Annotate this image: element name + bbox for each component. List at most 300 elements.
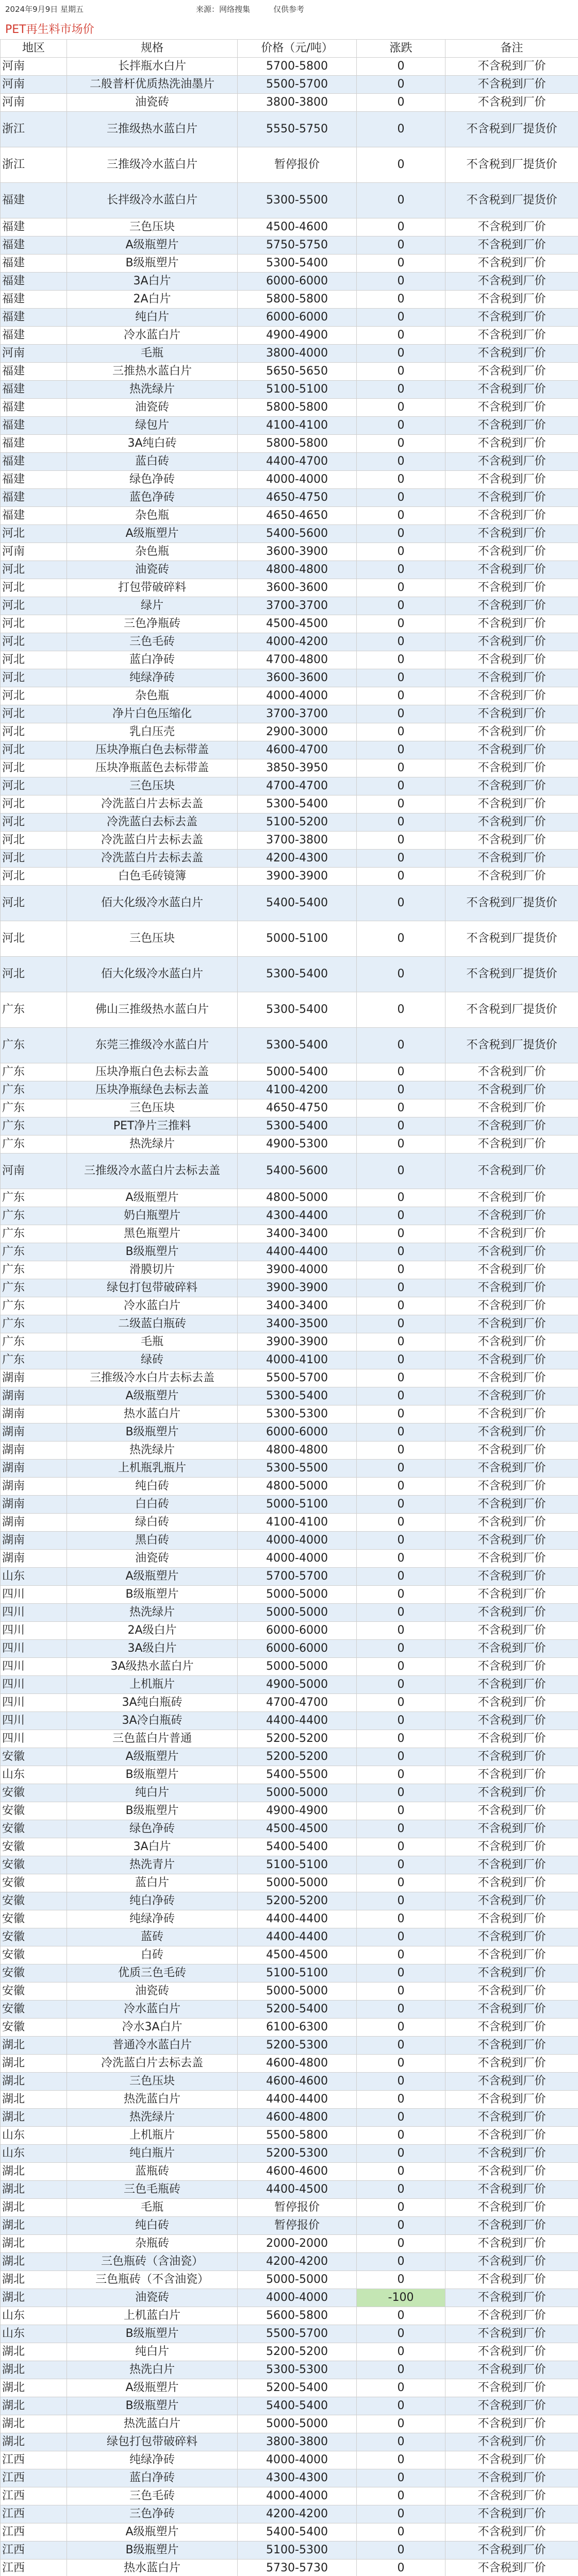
table-row (1, 1802, 578, 1820)
cell-remark: 不含税到厂价 (445, 1117, 578, 1136)
table-row (1, 1622, 578, 1640)
cell-price-range: 5400-5400 (238, 2397, 357, 2415)
cell-spec: 绿包打包带破碎料 (67, 2433, 238, 2451)
table-row (1, 886, 578, 921)
table-row (1, 2505, 578, 2523)
cell-spec: 奶白瓶塑片 (67, 1207, 238, 1225)
cell-remark: 不含税到厂价 (445, 579, 578, 597)
cell-change: 0 (357, 1748, 445, 1766)
cell-price-range: 4600-4600 (238, 2073, 357, 2091)
cell-remark: 不含税到厂价 (445, 795, 578, 814)
cell-remark: 不含税到厂价 (445, 1982, 578, 2001)
cell-change: 0 (357, 1261, 445, 1279)
cell-remark: 不含税到厂价 (445, 2073, 578, 2091)
table-row (1, 1028, 578, 1063)
table-row (1, 309, 578, 327)
cell-spec: 杂色瓶 (67, 507, 238, 525)
cell-remark: 不含税到厂价 (445, 1442, 578, 1460)
cell-remark: 不含税到厂价 (445, 1189, 578, 1207)
cell-price-range: 5300-5400 (238, 992, 357, 1028)
cell-spec: 三推级冷水蓝白片去标去盖 (67, 1154, 238, 1189)
cell-remark: 不含税到厂价 (445, 2541, 578, 2560)
cell-spec: 绿包打包带破碎料 (67, 1279, 238, 1297)
cell-change: 0 (357, 669, 445, 687)
table-row (1, 2361, 578, 2379)
cell-remark: 不含税到厂价 (445, 1568, 578, 1586)
cell-region: 广东 (1, 1063, 67, 1081)
cell-spec: 纯绿净砖 (67, 1910, 238, 1928)
table-row (1, 1081, 578, 1099)
table-row (1, 2451, 578, 2469)
cell-price-range: 4400-4400 (238, 1928, 357, 1946)
cell-region: 江西 (1, 2541, 67, 2560)
cell-remark: 不含税到厂价 (445, 2163, 578, 2181)
cell-region: 安徽 (1, 1874, 67, 1892)
cell-spec: 冷洗蓝白片去标去盖 (67, 850, 238, 868)
cell-region: 湖南 (1, 1460, 67, 1478)
cell-change: 0 (357, 1640, 445, 1658)
cell-price-range: 3800-4000 (238, 345, 357, 363)
table-row (1, 687, 578, 705)
cell-remark: 不含税到厂价 (445, 1369, 578, 1387)
cell-region: 安徽 (1, 1820, 67, 1838)
cell-change: 0 (357, 1189, 445, 1207)
cell-region: 湖北 (1, 2181, 67, 2199)
cell-region: 广东 (1, 1189, 67, 1207)
cell-remark: 不含税到厂价 (445, 2253, 578, 2271)
cell-remark: 不含税到厂价 (445, 1550, 578, 1568)
cell-spec: A级瓶塑片 (67, 236, 238, 255)
cell-remark: 不含税到厂价 (445, 868, 578, 886)
cell-region: 福建 (1, 399, 67, 417)
cell-spec: 上机蓝白片 (67, 2307, 238, 2325)
table-row (1, 1514, 578, 1532)
cell-price-range: 4400-4700 (238, 453, 357, 471)
cell-remark: 不含税到厂价 (445, 2091, 578, 2109)
cell-region: 四川 (1, 1730, 67, 1748)
table-row (1, 2037, 578, 2055)
cell-price-range: 5300-5500 (238, 1460, 357, 1478)
cell-change: 0 (357, 147, 445, 183)
table-row (1, 1405, 578, 1423)
cell-price-range: 4000-4000 (238, 687, 357, 705)
table-row (1, 1189, 578, 1207)
cell-price-range: 5000-5000 (238, 1982, 357, 2001)
cell-region: 河北 (1, 705, 67, 723)
cell-price-range: 3400-3400 (238, 1225, 357, 1243)
cell-region: 江西 (1, 2560, 67, 2576)
cell-region: 河北 (1, 814, 67, 832)
cell-spec: A级瓶塑片 (67, 1748, 238, 1766)
cell-price-range: 5500-5800 (238, 2127, 357, 2145)
cell-region: 湖南 (1, 1387, 67, 1405)
cell-remark: 不含税到厂价 (445, 2271, 578, 2289)
table-row (1, 1550, 578, 1568)
table-row (1, 2343, 578, 2361)
cell-remark: 不含税到厂价 (445, 2343, 578, 2361)
cell-region: 湖北 (1, 2361, 67, 2379)
cell-price-range: 5000-5000 (238, 1586, 357, 1604)
table-row (1, 2109, 578, 2127)
cell-change: 0 (357, 1351, 445, 1369)
cell-region: 湖北 (1, 2379, 67, 2397)
table-row (1, 507, 578, 525)
cell-remark: 不含税到厂价 (445, 1730, 578, 1748)
cell-region: 湖北 (1, 2397, 67, 2415)
cell-spec: B级瓶塑片 (67, 1243, 238, 1261)
cell-change: 0 (357, 507, 445, 525)
cell-region: 河北 (1, 651, 67, 669)
cell-change: 0 (357, 2109, 445, 2127)
table-row (1, 2253, 578, 2271)
cell-region: 湖南 (1, 1514, 67, 1532)
cell-spec: 蓝色净砖 (67, 489, 238, 507)
cell-price-range: 4650-4750 (238, 489, 357, 507)
cell-remark: 不含税到厂价 (445, 345, 578, 363)
cell-region: 河北 (1, 921, 67, 957)
cell-change: 0 (357, 1028, 445, 1063)
table-row (1, 723, 578, 741)
cell-region: 安徽 (1, 1910, 67, 1928)
cell-change: 0 (357, 992, 445, 1028)
cell-remark: 不含税到厂提货价 (445, 183, 578, 218)
cell-spec: 热洗绿片 (67, 1442, 238, 1460)
cell-change: 0 (357, 2397, 445, 2415)
column-header-price: 价格（元/吨） (238, 40, 357, 58)
table-row (1, 2379, 578, 2397)
cell-change: 0 (357, 2055, 445, 2073)
cell-region: 湖南 (1, 1478, 67, 1496)
cell-price-range: 4900-5300 (238, 1136, 357, 1154)
cell-region: 福建 (1, 435, 67, 453)
cell-remark: 不含税到厂价 (445, 1315, 578, 1333)
table-row (1, 1387, 578, 1405)
cell-spec: 打包带破碎料 (67, 579, 238, 597)
cell-remark: 不含税到厂价 (445, 2235, 578, 2253)
cell-change: 0 (357, 1297, 445, 1315)
cell-region: 湖南 (1, 1442, 67, 1460)
cell-region: 福建 (1, 218, 67, 236)
cell-remark: 不含税到厂提货价 (445, 147, 578, 183)
cell-change: 0 (357, 1514, 445, 1532)
cell-price-range: 3400-3500 (238, 1315, 357, 1333)
cell-region: 浙江 (1, 147, 67, 183)
cell-remark: 不含税到厂价 (445, 2469, 578, 2487)
cell-change: 0 (357, 453, 445, 471)
cell-region: 江西 (1, 2505, 67, 2523)
cell-price-range: 5200-5200 (238, 2343, 357, 2361)
cell-price-range: 4650-4650 (238, 507, 357, 525)
cell-region: 安徽 (1, 1838, 67, 1856)
cell-price-range: 4000-4200 (238, 633, 357, 651)
cell-change: 0 (357, 58, 445, 76)
cell-spec: 蓝白片 (67, 1874, 238, 1892)
cell-price-range: 4700-4800 (238, 651, 357, 669)
cell-region: 湖北 (1, 2055, 67, 2073)
cell-spec: 3A冷白瓶砖 (67, 1712, 238, 1730)
cell-remark: 不含税到厂价 (445, 1802, 578, 1820)
cell-region: 河北 (1, 868, 67, 886)
cell-change: 0 (357, 886, 445, 921)
cell-spec: 杂瓶砖 (67, 2235, 238, 2253)
cell-change: 0 (357, 2145, 445, 2163)
cell-change: 0 (357, 399, 445, 417)
cell-region: 安徽 (1, 1964, 67, 1982)
cell-region: 福建 (1, 255, 67, 273)
cell-spec: 三色毛砖 (67, 633, 238, 651)
cell-price-range: 3600-3600 (238, 669, 357, 687)
cell-spec: 压块净瓶白色去标带盖 (67, 741, 238, 759)
cell-region: 河北 (1, 850, 67, 868)
cell-remark: 不含税到厂价 (445, 687, 578, 705)
table-row (1, 1297, 578, 1315)
cell-spec: 油瓷砖 (67, 561, 238, 579)
cell-region: 湖北 (1, 2217, 67, 2235)
cell-spec: 热洗青片 (67, 1856, 238, 1874)
cell-change: 0 (357, 218, 445, 236)
cell-change: 0 (357, 1225, 445, 1243)
cell-change: 0 (357, 615, 445, 633)
cell-spec: 热洗蓝白片 (67, 2415, 238, 2433)
cell-spec: 热水蓝白片 (67, 1405, 238, 1423)
cell-change: 0 (357, 1315, 445, 1333)
cell-remark: 不含税到厂价 (445, 255, 578, 273)
cell-spec: 佛山三推级热水蓝白片 (67, 992, 238, 1028)
cell-spec: A级瓶塑片 (67, 1568, 238, 1586)
table-row (1, 777, 578, 795)
table-row (1, 471, 578, 489)
cell-region: 江西 (1, 2451, 67, 2469)
cell-spec: 冷洗蓝白片去标去盖 (67, 832, 238, 850)
cell-spec: 绿色净砖 (67, 471, 238, 489)
cell-change: 0 (357, 2199, 445, 2217)
cell-change: 0 (357, 633, 445, 651)
cell-price-range: 4500-4600 (238, 218, 357, 236)
cell-change: 0 (357, 1982, 445, 2001)
cell-region: 广东 (1, 1333, 67, 1351)
table-row (1, 453, 578, 471)
table-row (1, 597, 578, 615)
cell-price-range: 5300-5500 (238, 183, 357, 218)
cell-change: 0 (357, 2001, 445, 2019)
cell-region: 江西 (1, 2523, 67, 2541)
cell-remark: 不含税到厂价 (445, 1333, 578, 1351)
cell-remark: 不含税到厂价 (445, 669, 578, 687)
cell-region: 湖北 (1, 2343, 67, 2361)
cell-change: 0 (357, 723, 445, 741)
cell-region: 广东 (1, 1261, 67, 1279)
table-row (1, 2145, 578, 2163)
cell-remark: 不含税到厂价 (445, 2307, 578, 2325)
cell-spec: 3A级热水蓝白片 (67, 1658, 238, 1676)
cell-remark: 不含税到厂价 (445, 2397, 578, 2415)
cell-region: 福建 (1, 291, 67, 309)
cell-remark: 不含税到厂提货价 (445, 957, 578, 992)
cell-remark: 不含税到厂价 (445, 2127, 578, 2145)
cell-spec: 冷水蓝白片 (67, 2001, 238, 2019)
cell-price-range: 5000-5000 (238, 1604, 357, 1622)
cell-change: 0 (357, 2505, 445, 2523)
cell-region: 湖南 (1, 1532, 67, 1550)
cell-remark: 不含税到厂价 (445, 2109, 578, 2127)
cell-region: 河北 (1, 579, 67, 597)
cell-remark: 不含税到厂价 (445, 2217, 578, 2235)
table-row (1, 255, 578, 273)
cell-price-range: 5400-5400 (238, 1838, 357, 1856)
cell-region: 广东 (1, 992, 67, 1028)
cell-change: 0 (357, 1838, 445, 1856)
cell-remark: 不含税到厂价 (445, 1243, 578, 1261)
cell-remark: 不含税到厂价 (445, 94, 578, 112)
cell-change: 0 (357, 561, 445, 579)
cell-spec: 普通冷水蓝白片 (67, 2037, 238, 2055)
cell-price-range: 5400-5500 (238, 1766, 357, 1784)
cell-region: 湖南 (1, 1405, 67, 1423)
cell-price-range: 4600-4600 (238, 2163, 357, 2181)
cell-region: 广东 (1, 1351, 67, 1369)
cell-spec: 3A白片 (67, 273, 238, 291)
cell-price-range: 暂停报价 (238, 2199, 357, 2217)
cell-region: 河南 (1, 543, 67, 561)
cell-remark: 不含税到厂价 (445, 471, 578, 489)
cell-spec: 乳白压壳 (67, 723, 238, 741)
cell-spec: 佰大化级冷水蓝白片 (67, 957, 238, 992)
cell-change: 0 (357, 1478, 445, 1496)
cell-spec: B级瓶塑片 (67, 1423, 238, 1442)
cell-spec: 压块净瓶蓝色去标带盖 (67, 759, 238, 777)
table-row (1, 1243, 578, 1261)
cell-spec: 上机瓶片 (67, 2127, 238, 2145)
cell-remark: 不含税到厂价 (445, 2451, 578, 2469)
cell-price-range: 3600-3900 (238, 543, 357, 561)
cell-remark: 不含税到厂价 (445, 1351, 578, 1369)
cell-spec: 蓝白净砖 (67, 651, 238, 669)
table-row (1, 992, 578, 1028)
cell-remark: 不含税到厂价 (445, 218, 578, 236)
cell-region: 四川 (1, 1640, 67, 1658)
cell-spec: 三色净瓶砖 (67, 615, 238, 633)
cell-remark: 不含税到厂提货价 (445, 921, 578, 957)
cell-change: 0 (357, 1099, 445, 1117)
table-header-row (1, 40, 578, 58)
cell-spec: 纯白瓶片 (67, 2145, 238, 2163)
cell-region: 河北 (1, 687, 67, 705)
table-row (1, 957, 578, 992)
cell-change: 0 (357, 2325, 445, 2343)
cell-change: 0 (357, 832, 445, 850)
cell-price-range: 5400-5400 (238, 2523, 357, 2541)
cell-spec: 冷洗蓝白片去标去盖 (67, 795, 238, 814)
cell-change: 0 (357, 291, 445, 309)
cell-price-range: 4500-4500 (238, 615, 357, 633)
table-row (1, 1351, 578, 1369)
cell-region: 福建 (1, 183, 67, 218)
cell-remark: 不含税到厂价 (445, 76, 578, 94)
table-row (1, 2091, 578, 2109)
cell-change: 0 (357, 777, 445, 795)
table-row (1, 759, 578, 777)
cell-remark: 不含税到厂价 (445, 705, 578, 723)
cell-price-range: 3800-3800 (238, 94, 357, 112)
cell-price-range: 5100-5100 (238, 1964, 357, 1982)
table-row (1, 2325, 578, 2343)
table-row (1, 651, 578, 669)
table-row (1, 814, 578, 832)
cell-spec: 3A纯白砖 (67, 435, 238, 453)
cell-change: 0 (357, 1207, 445, 1225)
cell-region: 四川 (1, 1694, 67, 1712)
cell-region: 四川 (1, 1658, 67, 1676)
cell-change: 0 (357, 1658, 445, 1676)
cell-remark: 不含税到厂价 (445, 273, 578, 291)
table-row (1, 1730, 578, 1748)
table-row (1, 1460, 578, 1478)
cell-change: 0 (357, 1604, 445, 1622)
cell-remark: 不含税到厂价 (445, 1261, 578, 1279)
cell-spec: B级瓶塑片 (67, 1586, 238, 1604)
price-table (0, 39, 578, 2576)
cell-change: 0 (357, 76, 445, 94)
cell-change: 0 (357, 1874, 445, 1892)
cell-remark: 不含税到厂价 (445, 58, 578, 76)
cell-spec: 杂色瓶 (67, 543, 238, 561)
cell-remark: 不含税到厂价 (445, 1964, 578, 1982)
table-row (1, 1604, 578, 1622)
cell-spec: 绿砖 (67, 1351, 238, 1369)
cell-price-range: 6000-6000 (238, 309, 357, 327)
cell-region: 湖南 (1, 1550, 67, 1568)
cell-remark: 不含税到厂价 (445, 2325, 578, 2343)
cell-price-range: 4100-4100 (238, 1514, 357, 1532)
cell-remark: 不含税到厂价 (445, 1676, 578, 1694)
cell-price-range: 4400-4400 (238, 1910, 357, 1928)
cell-price-range: 5000-5000 (238, 2415, 357, 2433)
cell-region: 湖北 (1, 2199, 67, 2217)
cell-spec: A级瓶塑片 (67, 525, 238, 543)
cell-spec: 纯绿净砖 (67, 2451, 238, 2469)
table-row (1, 2433, 578, 2451)
cell-price-range: 4300-4300 (238, 2469, 357, 2487)
cell-spec: 油瓷砖 (67, 94, 238, 112)
table-row (1, 2235, 578, 2253)
cell-spec: 冷水3A白片 (67, 2019, 238, 2037)
cell-region: 河北 (1, 633, 67, 651)
cell-region: 山东 (1, 2325, 67, 2343)
cell-price-range: 4400-4400 (238, 1712, 357, 1730)
cell-change: 0 (357, 2181, 445, 2199)
cell-remark: 不含税到厂价 (445, 1478, 578, 1496)
cell-region: 河北 (1, 886, 67, 921)
table-row (1, 1820, 578, 1838)
table-row (1, 1586, 578, 1604)
cell-region: 河北 (1, 669, 67, 687)
cell-price-range: 4300-4400 (238, 1207, 357, 1225)
cell-spec: 绿包片 (67, 417, 238, 435)
table-row (1, 795, 578, 814)
table-row (1, 921, 578, 957)
table-row (1, 1838, 578, 1856)
cell-spec: 佰大化级冷水蓝白片 (67, 886, 238, 921)
cell-change: 0 (357, 1676, 445, 1694)
cell-remark: 不含税到厂价 (445, 1063, 578, 1081)
cell-remark: 不含税到厂价 (445, 1099, 578, 1117)
cell-price-range: 5400-5400 (238, 886, 357, 921)
table-row (1, 1694, 578, 1712)
cell-remark: 不含税到厂价 (445, 1712, 578, 1730)
table-row (1, 1658, 578, 1676)
top-info-bar (0, 0, 578, 18)
cell-change: 0 (357, 2560, 445, 2576)
